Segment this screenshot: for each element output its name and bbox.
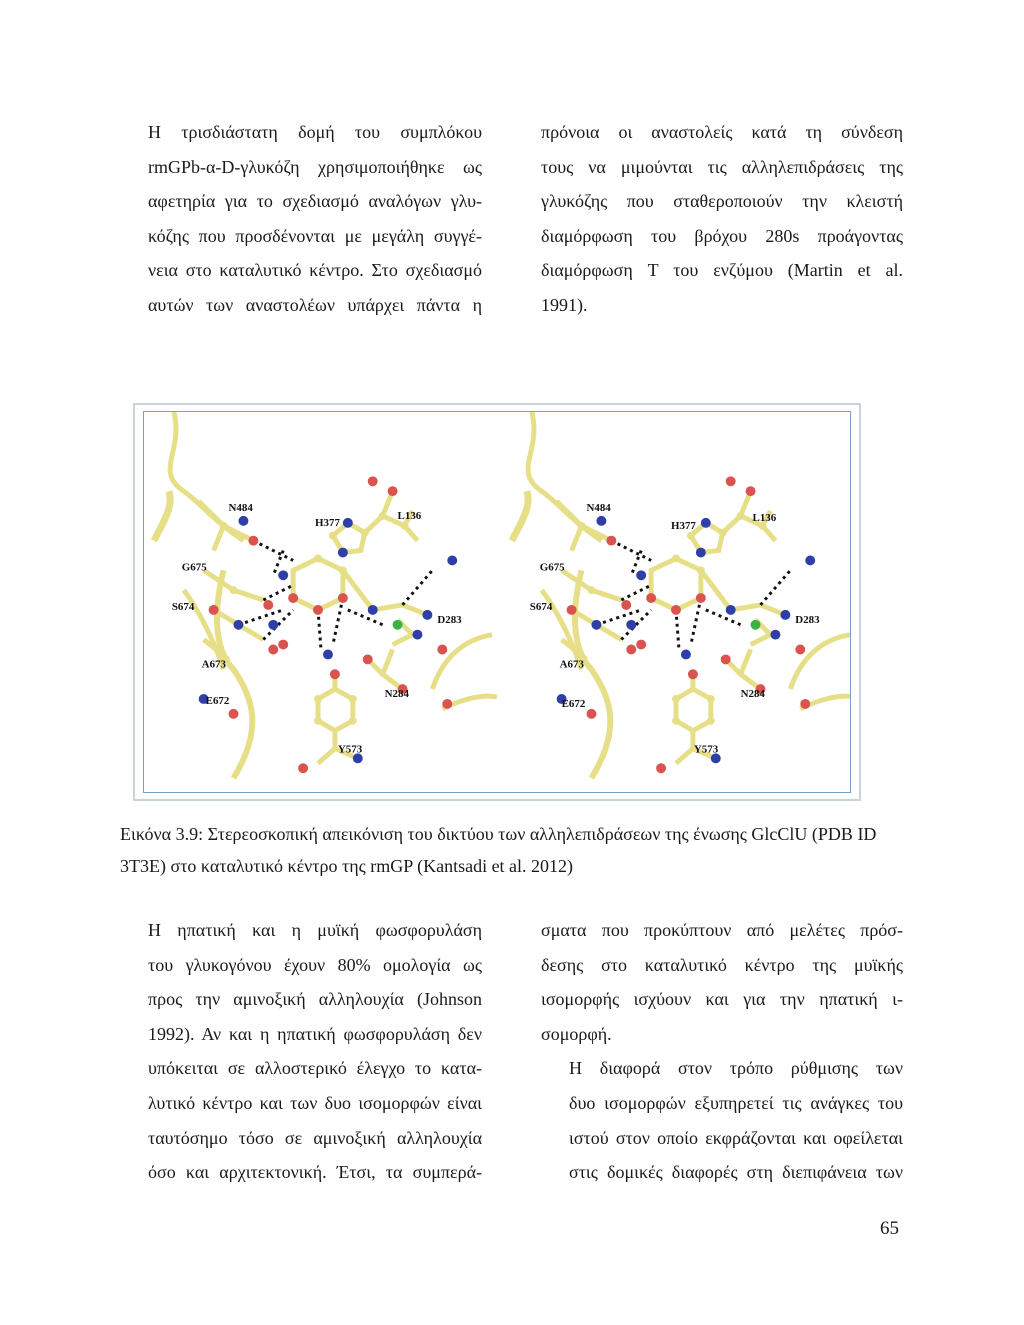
residue-label: E672 <box>561 697 586 710</box>
text-column-bottom-right <box>541 913 903 1190</box>
page-number: 65 <box>880 1218 899 1239</box>
residue-label: N484 <box>228 501 253 514</box>
text-line: υπόκειται σε αλλοστερικό έλεγχο το κατα- <box>148 1058 482 1079</box>
text-line: Η διαφορά στον τρόπο ρύθμισης των <box>569 1058 903 1079</box>
residue-label: N284 <box>384 688 409 700</box>
text-line: προς την αμινοξική αλληλουχία (Johnson <box>148 989 482 1010</box>
text-line: 1991). <box>541 294 588 315</box>
residue-label: L136 <box>397 509 422 522</box>
text-column-bottom-left <box>120 913 482 1190</box>
text-line: πρόνοια οι αναστολείς κατά τη σύνδεση <box>541 122 903 142</box>
paragraph <box>541 913 903 1051</box>
paragraph <box>541 115 903 323</box>
residue-label: Y573 <box>693 743 719 756</box>
residue-label: L136 <box>752 511 777 524</box>
residue-label: N284 <box>740 688 765 700</box>
text-line: στις δομικές διαφορές στη διεπιφάνεια των <box>569 1162 903 1183</box>
residue-label: S674 <box>171 600 195 613</box>
text-line: αυτών των αναστολέων υπάρχει πάντα η <box>148 294 482 315</box>
text-line: αφετηρία για το σχεδιασμό αναλόγων γλυ- <box>148 191 482 212</box>
residue-label: H377 <box>315 516 340 529</box>
text-line: όσο και αρχιτεκτονική. Έτσι, τα συμπερά- <box>148 1162 482 1183</box>
figure-caption <box>120 818 910 882</box>
residue-label: A673 <box>201 658 226 671</box>
text-line: ταυτόσημο τόσο σε αμινοξική αλληλουχία <box>148 1127 482 1148</box>
residue-label: S674 <box>529 600 553 613</box>
text-line: διαμόρφωση του βρόχου 280s προάγοντας <box>541 225 903 246</box>
text-line: κόζης που προσδένονται με μεγάλη συγγέ- <box>148 225 482 246</box>
text-line: σομορφή. <box>541 1023 612 1044</box>
caption-line: Εικόνα 3.9: Στερεοσκοπική απεικόνιση του δικτύου των αλληλεπιδράσεων της ένωσης GlcClU (PDB ID <box>120 824 877 844</box>
text-column-top-left <box>120 115 482 323</box>
paragraph <box>541 1051 903 1189</box>
residue-label: G675 <box>181 561 207 574</box>
caption-line: 3T3E) στο καταλυτικό κέντρο της rmGP (Kantsadi et al. 2012) <box>120 856 574 876</box>
text-line: λυτικό κέντρο και των δυο ισομορφών είναι <box>148 1092 482 1113</box>
paragraph <box>120 913 482 1190</box>
residue-label: E672 <box>205 694 230 707</box>
text-line: δεσης στο καταλυτικό κέντρο της μυϊκής <box>541 954 903 975</box>
text-line: του γλυκογόνου έχουν 80% ομολογία ως <box>148 954 482 975</box>
stereo-view-left <box>154 412 497 778</box>
text-line: Η τρισδιάστατη δομή του συμπλόκου <box>148 122 482 142</box>
text-line: rmGPb-α-D-γλυκόζη χρησιμοποιήθηκε ως <box>148 156 482 177</box>
text-line: σματα που προκύπτουν από μελέτες πρόσ- <box>541 920 903 940</box>
residue-label: N484 <box>586 501 611 514</box>
text-line: Η ηπατική και η μυϊκή φωσφορυλάση <box>148 920 482 940</box>
stereo-molecular-figure <box>133 403 861 801</box>
text-line: νεια στο καταλυτικό κέντρο. Στο σχεδιασμό <box>148 260 482 281</box>
residue-label: D283 <box>437 613 462 626</box>
residue-label: A673 <box>559 658 584 671</box>
text-line: ιστού στον οποίο εκφράζονται και οφείλεται <box>569 1127 903 1148</box>
molecular-structure-image <box>144 412 850 792</box>
text-line: 1992). Αν και η ηπατική φωσφορυλάση δεν <box>148 1023 482 1044</box>
text-column-top-right <box>541 115 903 323</box>
text-line: ισομορφής ισχύουν και για την ηπατική ι- <box>541 989 903 1010</box>
residue-label: D283 <box>795 613 820 626</box>
residue-label: Y573 <box>337 743 363 756</box>
figure-frame <box>143 411 851 793</box>
text-line: διαμόρφωση T του ενζύμου (Martin et al. <box>541 260 903 281</box>
stereo-view-right <box>512 412 850 778</box>
residue-label: G675 <box>539 561 565 574</box>
text-line: δυο ισομορφών εξυπηρετεί τις ανάγκες του <box>569 1092 903 1113</box>
paragraph <box>120 115 482 323</box>
residue-label: H377 <box>671 519 696 532</box>
text-line: γλυκόζης που σταθεροποιούν την κλειστή <box>541 191 903 212</box>
text-line: τους να μιμούνται τις αλληλεπιδράσεις της <box>541 156 903 177</box>
